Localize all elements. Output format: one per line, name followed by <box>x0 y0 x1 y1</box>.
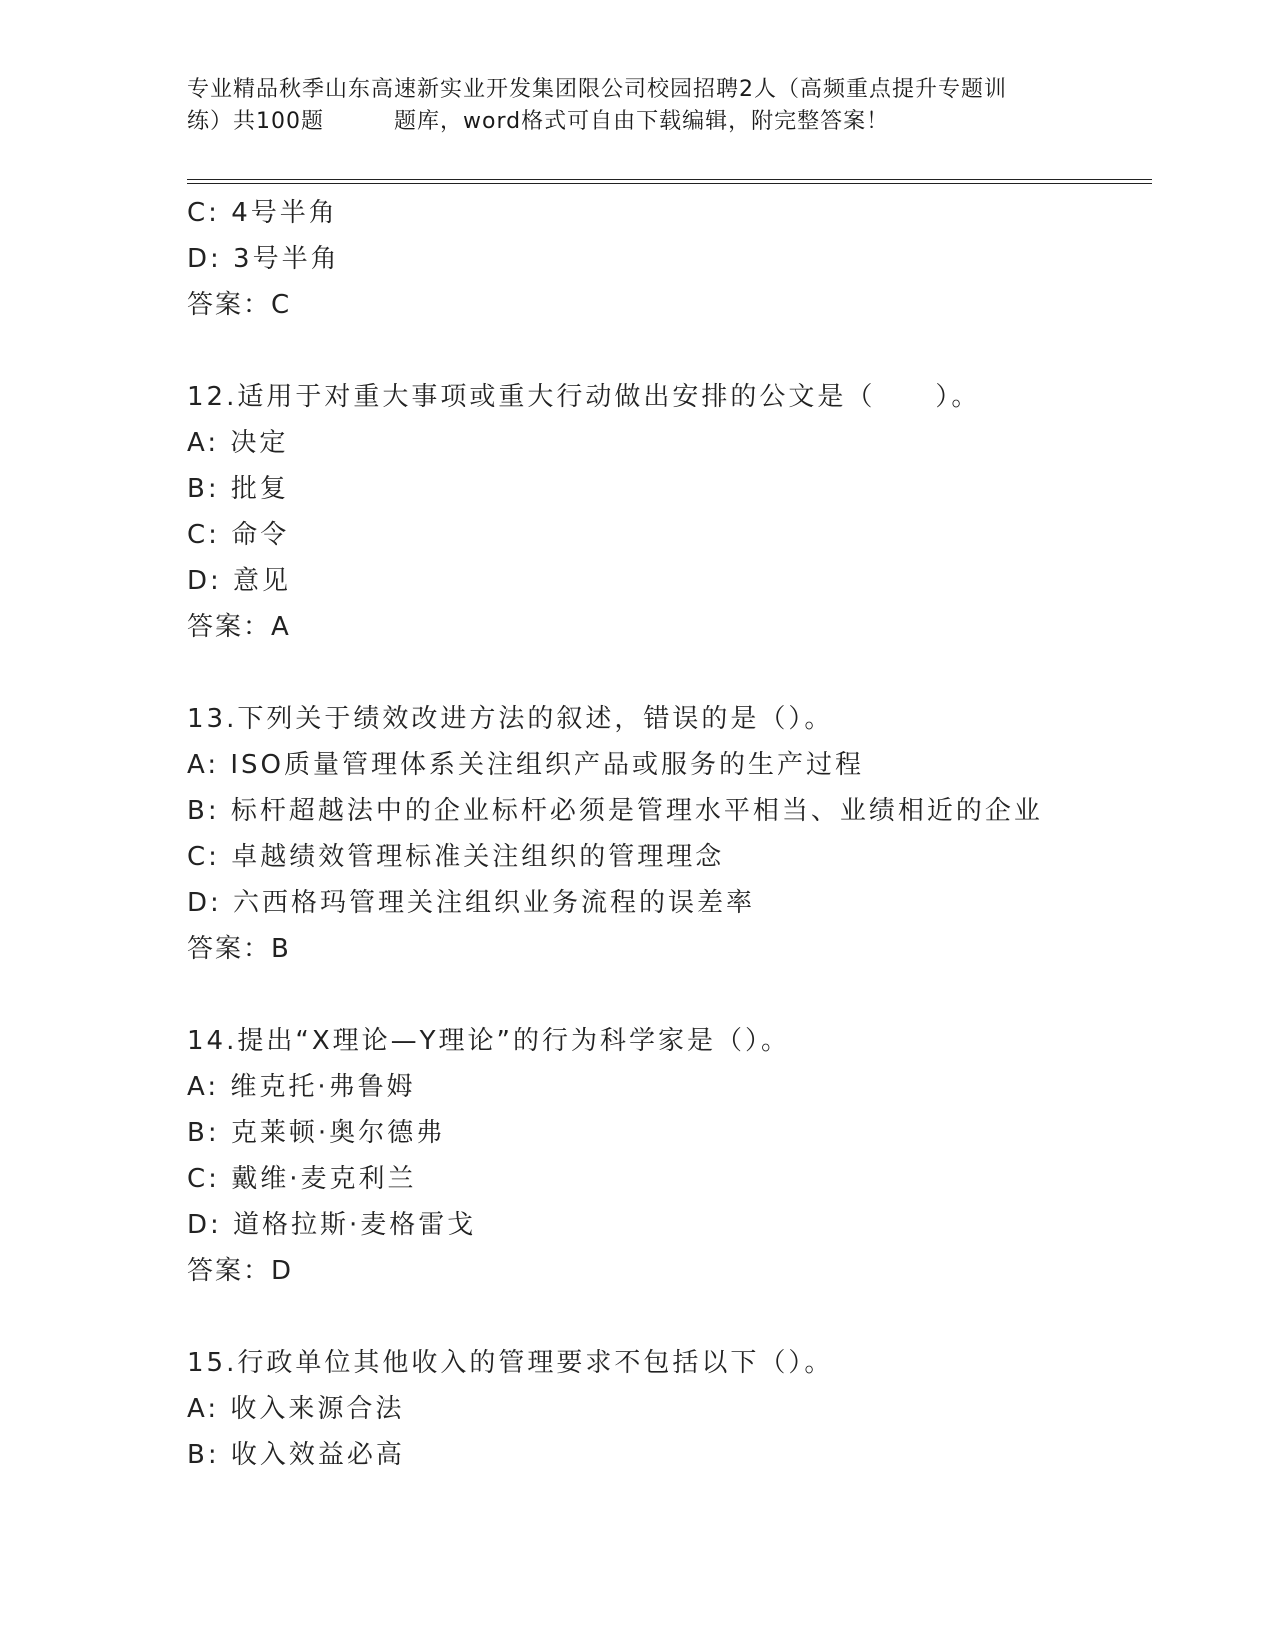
question-number: 14. <box>187 1026 238 1056</box>
option-label: D: <box>187 1210 222 1240</box>
option-label: D: <box>187 566 222 596</box>
option-label: A: <box>187 428 220 458</box>
option-text: 克莱顿·奥尔德弗 <box>230 1118 446 1148</box>
answer-line: 答案：B <box>187 934 291 964</box>
option-label: A: <box>187 1072 220 1102</box>
option-label: C: <box>187 198 220 228</box>
option-text: 六西格玛管理关注组织业务流程的误差率 <box>233 888 756 918</box>
option-line <box>187 880 1152 926</box>
question-number: 13. <box>187 704 238 734</box>
question-stem <box>187 374 1152 420</box>
option-text: 4号半角 <box>231 198 338 228</box>
option-label: C: <box>187 842 220 872</box>
option-line <box>187 1432 1152 1478</box>
option-label: A: <box>187 750 220 780</box>
option-line <box>187 1202 1152 1248</box>
option-text: 卓越绩效管理标准关注组织的管理理念 <box>231 842 725 872</box>
option-text: ISO质量管理体系关注组织产品或服务的生产过程 <box>230 750 864 780</box>
option-text: 3号半角 <box>233 244 340 274</box>
option-label: A: <box>187 1394 220 1424</box>
option-text: 道格拉斯·麦格雷戈 <box>233 1210 477 1240</box>
question-stem <box>187 1018 1152 1064</box>
option-text: 收入来源合法 <box>230 1394 405 1424</box>
option-label: D: <box>187 888 222 918</box>
option-label: C: <box>187 1164 220 1194</box>
question-number: 12. <box>187 382 238 412</box>
question-text: 适用于对重大事项或重大行动做出安排的公文是（ <box>237 382 876 412</box>
option-text: 决定 <box>230 428 289 458</box>
option-text: 标杆超越法中的企业标杆必须是管理水平相当、业绩相近的企业 <box>230 796 1043 826</box>
option-line <box>187 834 1152 880</box>
option-line <box>187 1064 1152 1110</box>
option-line <box>187 742 1152 788</box>
question-text-end: ）。 <box>935 382 981 412</box>
header-line-2 <box>187 106 1087 138</box>
answer-line: 答案：A <box>187 612 291 642</box>
answer-line: 答案：D <box>187 1256 294 1286</box>
header-line-2-part-a: 练）共100题 <box>187 109 324 134</box>
option-line <box>187 236 1152 282</box>
option-label: B: <box>187 1440 220 1470</box>
option-label: B: <box>187 1118 220 1148</box>
option-label: B: <box>187 474 220 504</box>
question-text: 行政单位其他收入的管理要求不包括以下（）。 <box>237 1348 834 1378</box>
option-line <box>187 420 1152 466</box>
spacer <box>187 328 1152 374</box>
question-stem <box>187 696 1152 742</box>
option-line <box>187 1110 1152 1156</box>
spacer <box>187 972 1152 1018</box>
question-number: 15. <box>187 1348 238 1378</box>
question-text: 提出“X理论—Y理论”的行为科学家是（）。 <box>237 1026 790 1056</box>
option-label: B: <box>187 796 220 826</box>
question-list <box>187 190 1152 1478</box>
option-line <box>187 512 1152 558</box>
option-text: 维克托·弗鲁姆 <box>230 1072 416 1102</box>
option-label: C: <box>187 520 220 550</box>
option-text: 命令 <box>231 520 290 550</box>
option-line <box>187 466 1152 512</box>
spacer <box>187 650 1152 696</box>
option-text: 意见 <box>233 566 292 596</box>
spacer <box>187 1294 1152 1340</box>
option-line <box>187 1386 1152 1432</box>
option-text: 收入效益必高 <box>230 1440 405 1470</box>
option-label: D: <box>187 244 222 274</box>
option-line <box>187 1156 1152 1202</box>
option-line <box>187 190 1152 236</box>
header-line-2-part-b: 题库，word格式可自由下载编辑，附完整答案！ <box>394 109 890 134</box>
option-line <box>187 558 1152 604</box>
question-text: 下列关于绩效改进方法的叙述，错误的是（）。 <box>237 704 834 734</box>
answer-line: 答案：C <box>187 290 292 320</box>
question-stem <box>187 1340 1152 1386</box>
header-divider-bottom <box>187 183 1152 184</box>
header-divider-top <box>187 179 1152 180</box>
header-line-1: 专业精品秋季山东高速新实业开发集团限公司校园招聘2人（高频重点提升专题训 <box>187 77 1007 102</box>
option-text: 批复 <box>230 474 289 504</box>
option-text: 戴维·麦克利兰 <box>231 1164 417 1194</box>
document-header <box>187 74 1087 138</box>
option-line <box>187 788 1152 834</box>
